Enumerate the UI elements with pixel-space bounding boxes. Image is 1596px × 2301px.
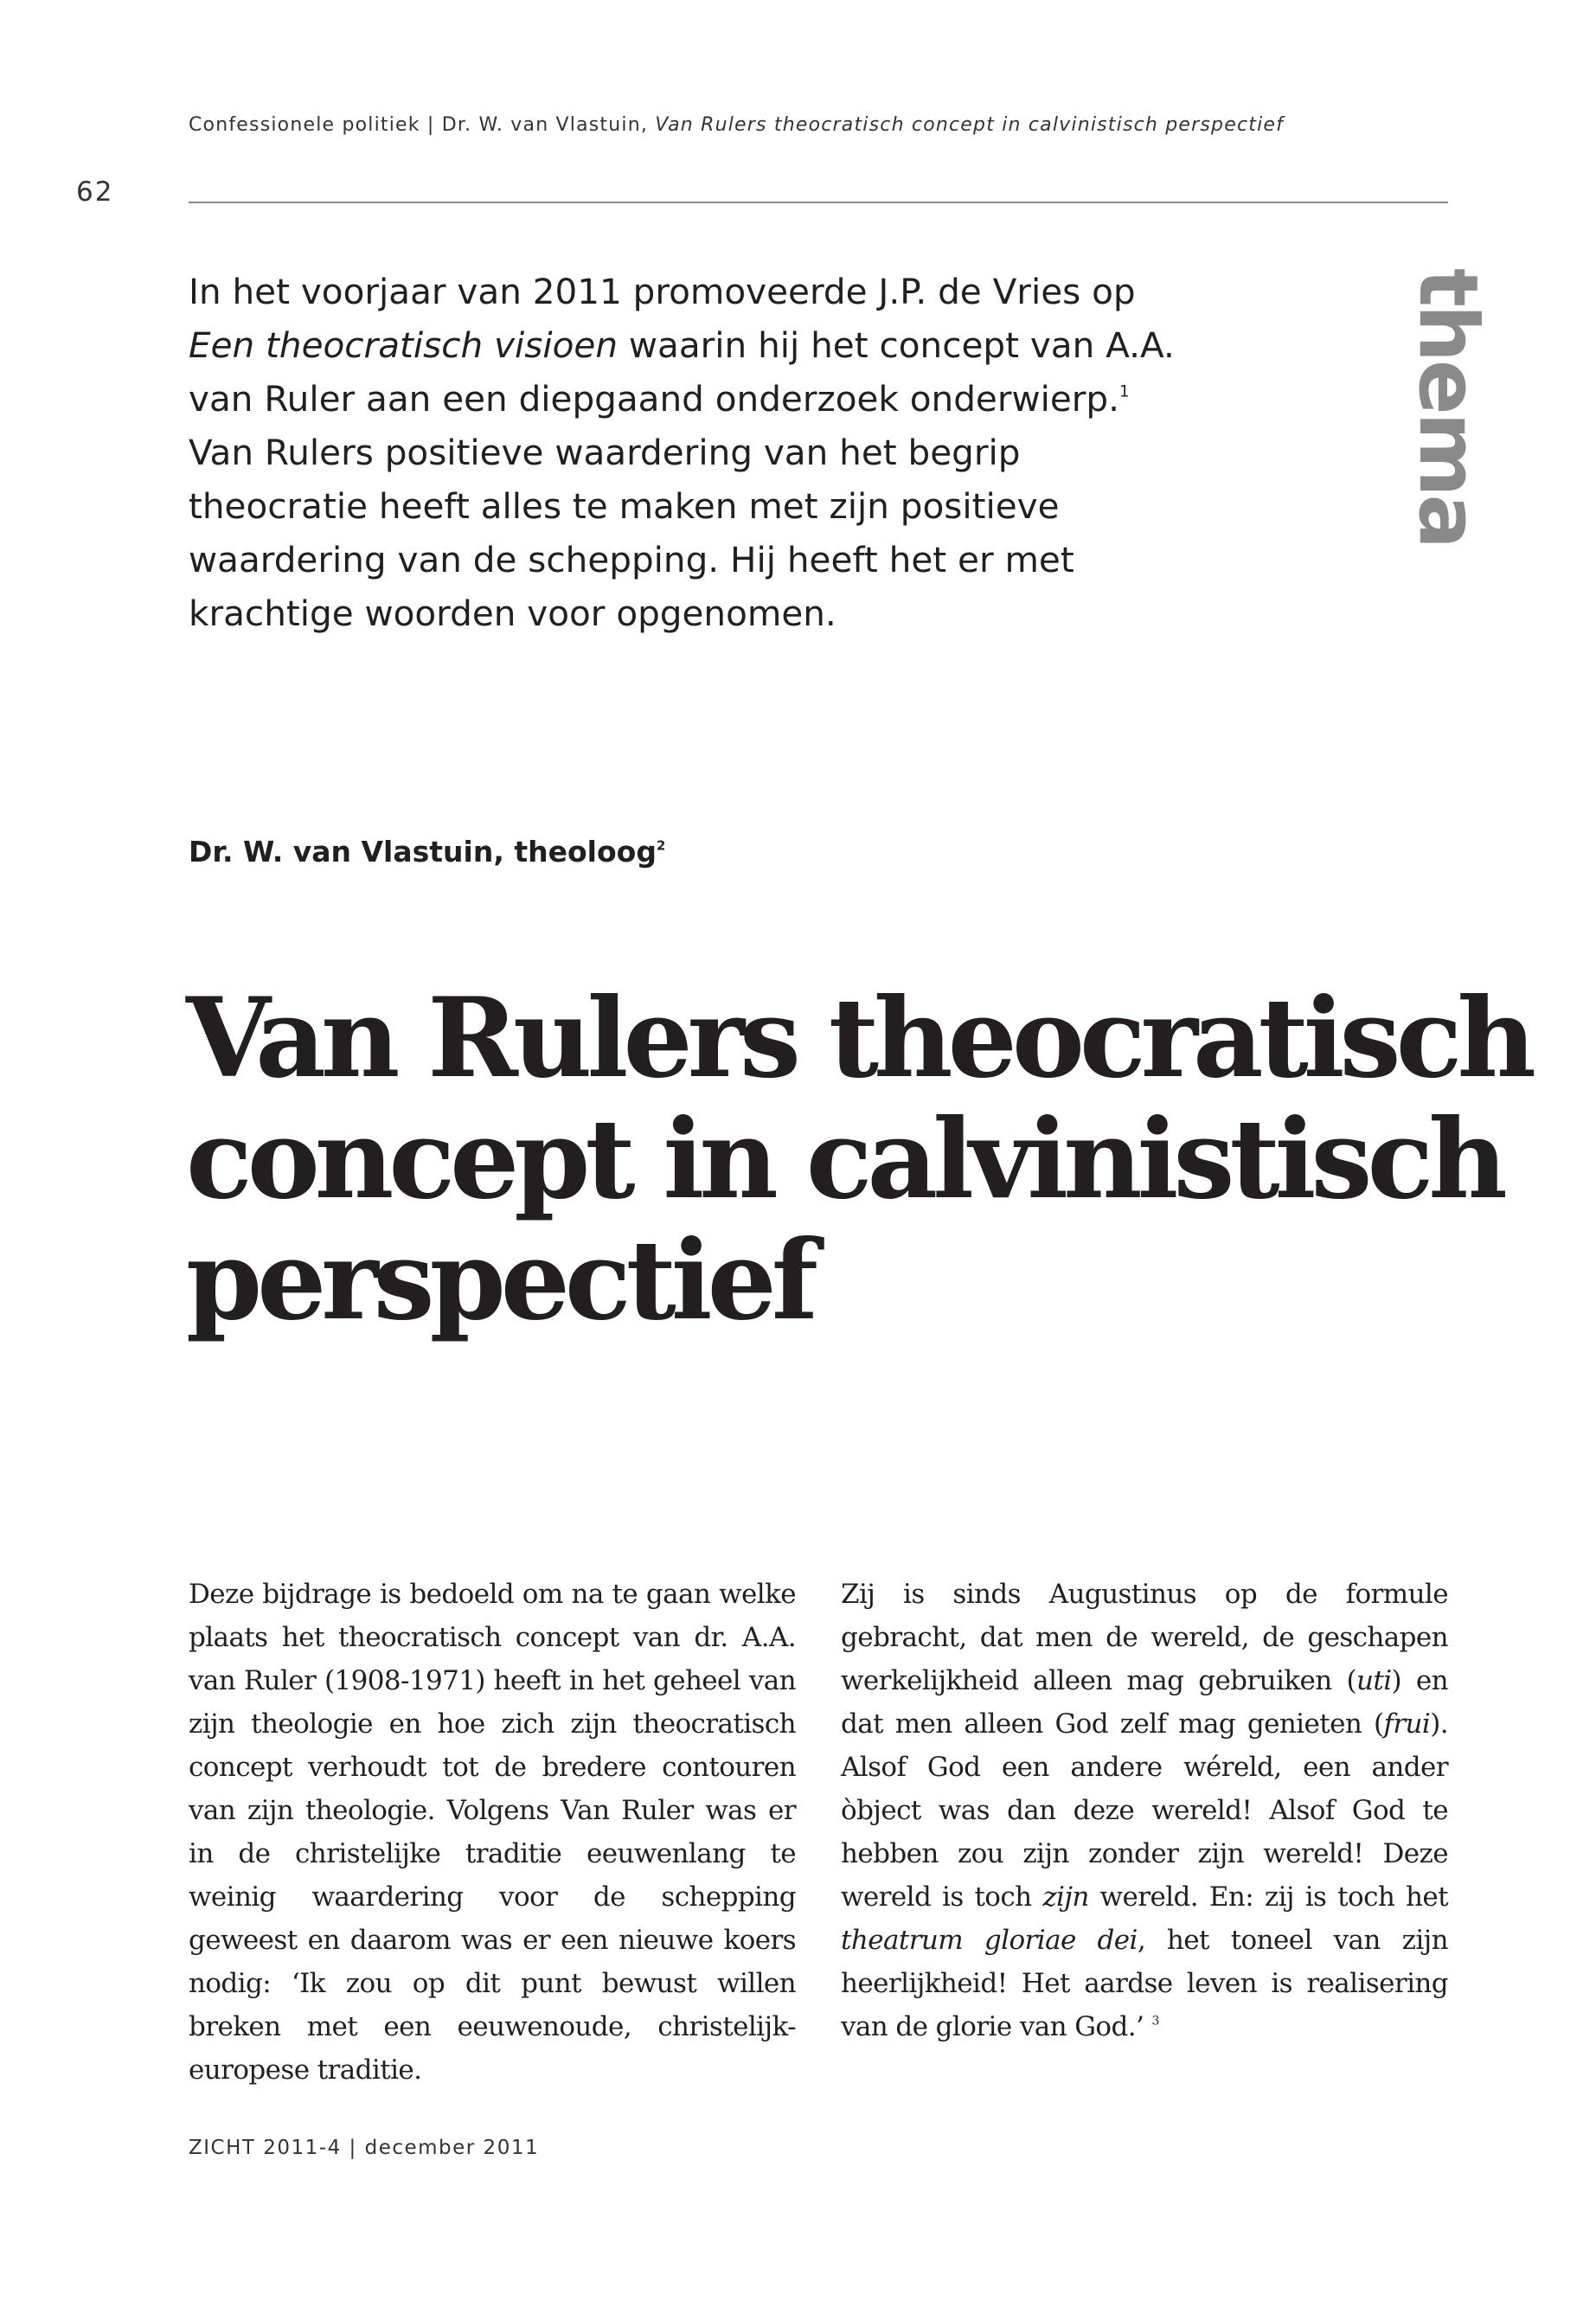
body-column-right [841,1573,1448,2048]
term-theatrum-gloriae-dei: theatrum gloriae dei [841,1925,1138,1956]
right-text-1: Zij is sinds Augustinus op de formule gebracht, dat men de wereld, de geschapen werkelijkheid alleen mag gebruiken ( [841,1579,1448,1696]
intro-text-1: In het voorjaar van 2011 promoveerde J.P. de Vries op [189,271,1136,312]
title-line-2: concept in calvinistisch [186,1095,1503,1223]
running-head-section: Confessionele politiek | Dr. W. van Vlastuin, [189,114,656,136]
term-uti: uti [1356,1665,1392,1696]
title-line-3: perspectief [186,1216,814,1344]
article-title [186,974,1531,1344]
page-number: 62 [76,176,114,208]
header-rule [189,202,1448,203]
body-column-left [189,1573,796,2092]
byline-text: Dr. W. van Vlastuin, theoloog [189,835,657,868]
author-byline [189,835,665,868]
page-footer: ZICHT 2011-4 | december 2011 [189,2137,540,2159]
running-head [189,114,1284,136]
intro-book-title: Een theocratisch visioen [189,324,619,366]
running-head-article-title: Van Rulers theocratisch concept in calvinistisch perspectief [655,114,1285,136]
section-tag: thema [1401,268,1495,547]
intro-text-3: Van Rulers positieve waardering van het begrip theocratie heeft alles te maken met zijn positieve waardering van de schepping. Hij heeft het er met krachtige woorden voor opgenomen. [189,432,1074,634]
right-text-2: ) en dat men alleen God zelf mag genieten ( [841,1665,1448,1740]
footnote-ref-2: 2 [656,837,666,854]
footnote-ref-1: 1 [1119,382,1130,401]
intro-text-2: waarin hij het concept van A.A. van Ruler aan een diepgaand onderzoek onderwierp. [189,324,1175,420]
body-text-left: Deze bijdrage is bedoeld om na te gaan welke plaats het theocratisch concept van dr. A.A. van Ruler (1908-1971) heeft in het geheel van zijn theologie en hoe zich zijn theocratisch concept verhoudt tot de bredere contouren van zijn theologie. Volgens Van Ruler was er in de christelijke traditie eeuwenlang te weinig waardering voor de schepping geweest en daarom was er een nieuwe koers nodig: ‘Ik zou op dit punt bewust willen breken met een eeuwenoude, christelijk-europese traditie. [189,1579,796,2086]
right-text-5: , het toneel van zijn heerlijkheid! Het aardse leven is realisering van de glorie van God.’ [841,1925,1449,2042]
title-line-1: Van Rulers theocratisch [186,974,1531,1102]
intro-paragraph [189,265,1183,640]
right-text-3: ). Alsof God een andere wéreld, een ander òbject was dan deze wereld! Alsof God te hebben zou zijn zonder zijn wereld! Deze wereld is toch [841,1708,1448,1913]
right-text-4: wereld. En: zij is toch het [1088,1881,1449,1913]
term-zijn: zijn [1042,1881,1089,1913]
footnote-ref-3: 3 [1151,2014,1159,2029]
body-text-right [841,1573,1448,2048]
term-frui: frui [1383,1708,1431,1740]
